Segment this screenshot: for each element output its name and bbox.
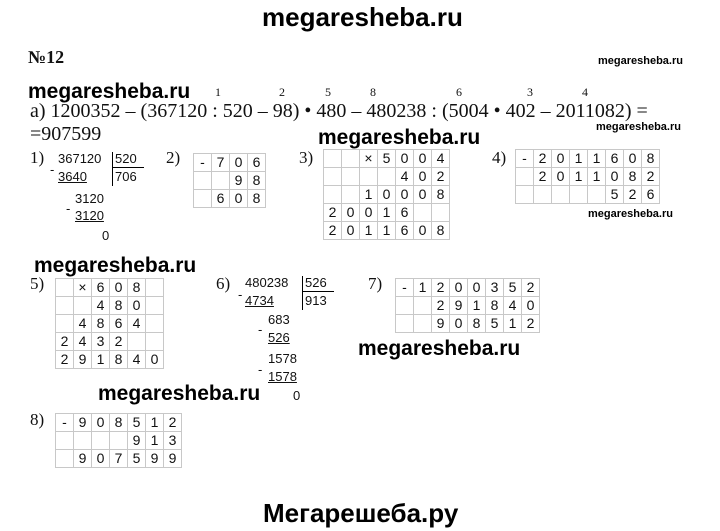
step-label: 7) [368,274,383,293]
subtrahend: 4734 [245,293,274,308]
mid-watermark: megaresheba.ru [318,126,481,149]
grid-cell [110,432,128,450]
minus-sign: - [66,201,71,216]
minus-sign: - [258,322,263,337]
grid-cell [396,315,414,333]
grid-cell: 1 [570,168,588,186]
order-number: 4 [582,85,588,99]
grid-cell: 4 [92,297,110,315]
grid-cell: 0 [396,186,414,204]
grid-row [194,172,266,190]
grid-cell: 0 [624,150,642,168]
grid-cell: 9 [128,432,146,450]
grid-cell [552,186,570,204]
grid-cell [146,315,164,333]
grid-cell: 2 [534,150,552,168]
grid-row [56,450,182,468]
grid-cell: 0 [450,279,468,297]
grid-cell: 2 [56,351,74,369]
grid-cell: 2 [324,204,342,222]
side-watermark: megaresheba.ru [588,208,673,220]
footer-watermark: Мегарешеба.ру [263,498,459,528]
grid-cell: 0 [342,204,360,222]
grid-cell: 1 [588,168,606,186]
grid-cell: 8 [468,315,486,333]
dividend: 480238 [245,275,289,290]
grid-cell [128,333,146,351]
step-label: 3) [299,148,314,167]
minus-sign: - [258,362,263,377]
grid-row [56,333,164,351]
grid-cell [342,168,360,186]
order-number: 8 [370,85,376,99]
grid-cell [212,172,230,190]
grid-cell: 6 [110,315,128,333]
grid-row [56,279,164,297]
grid-cell [56,315,74,333]
grid-cell: 0 [230,190,248,208]
grid-cell: 7 [212,154,230,172]
grid-cell [360,168,378,186]
grid-cell [516,168,534,186]
grid-cell: 8 [432,222,450,240]
grid-subtraction-2 [193,153,266,208]
step-label: 1) [30,148,45,167]
grid-cell [324,168,342,186]
grid-cell: 3 [486,279,504,297]
grid-row [396,315,540,333]
grid-cell: 0 [414,168,432,186]
grid-row [324,186,450,204]
grid-cell [74,432,92,450]
mid-watermark: megaresheba.ru [98,382,261,405]
grid-cell: 5 [128,414,146,432]
subtrahend: 3120 [75,208,104,223]
grid-cell: 8 [92,315,110,333]
grid-cell: 1 [146,432,164,450]
grid-cell: 0 [552,168,570,186]
grid-cell [74,297,92,315]
grid-row [516,186,660,204]
grid-subtraction-8 [55,413,182,468]
grid-cell [414,204,432,222]
grid-cell: 1 [92,351,110,369]
grid-cell: 0 [230,154,248,172]
remainder: 1578 [268,351,297,366]
grid-cell: 0 [606,168,624,186]
grid-cell: 9 [74,351,92,369]
grid-cell: 0 [360,204,378,222]
grid-cell: 5 [504,279,522,297]
quotient: 913 [305,293,327,308]
grid-row [324,168,450,186]
grid-cell: 1 [360,186,378,204]
grid-cell: 9 [432,315,450,333]
grid-cell: 2 [534,168,552,186]
grid-cell: 1 [414,279,432,297]
grid-cell: 2 [324,222,342,240]
grid-cell: - [56,414,74,432]
grid-row [324,222,450,240]
grid-cell: 4 [74,315,92,333]
grid-cell [534,186,552,204]
side-watermark: megaresheba.ru [598,55,683,67]
grid-cell: × [360,150,378,168]
grid-cell: 0 [378,186,396,204]
remainder: 3120 [75,191,104,206]
subtrahend: 526 [268,330,290,345]
grid-cell [56,432,74,450]
grid-cell: 2 [164,414,182,432]
grid-cell [56,297,74,315]
grid-cell: 9 [450,297,468,315]
grid-cell: 4 [396,168,414,186]
mid-watermark: megaresheba.ru [28,80,191,103]
grid-cell: 0 [414,186,432,204]
remainder-final: 0 [102,228,110,243]
step-label: 2) [166,148,181,167]
grid-cell: 1 [378,222,396,240]
grid-cell [194,172,212,190]
grid-cell: 0 [92,450,110,468]
minus-sign: - [50,162,55,177]
mid-watermark: megaresheba.ru [358,337,521,360]
grid-cell: 9 [74,450,92,468]
grid-cell: 6 [92,279,110,297]
grid-cell: 0 [450,315,468,333]
grid-row [194,190,266,208]
order-number: 5 [325,85,331,99]
grid-cell: 3 [92,333,110,351]
grid-cell: 2 [642,168,660,186]
divisor: 520 [115,151,137,166]
grid-cell: 8 [432,186,450,204]
grid-cell [432,204,450,222]
grid-cell [516,186,534,204]
order-number: 1 [215,85,221,99]
expression-line-2: =907599 [30,123,102,145]
grid-cell [414,297,432,315]
quotient: 706 [115,169,137,184]
grid-cell: 0 [128,297,146,315]
grid-cell [342,150,360,168]
grid-cell: 2 [624,186,642,204]
header-watermark: megaresheba.ru [262,2,463,32]
task-number: №12 [28,47,65,67]
grid-cell: 4 [74,333,92,351]
grid-cell: 1 [504,315,522,333]
step-label: 6) [216,274,231,293]
grid-cell [56,279,74,297]
grid-cell: 0 [414,222,432,240]
grid-cell [56,450,74,468]
grid-cell: 8 [624,168,642,186]
grid-subtraction-4 [515,149,660,204]
grid-cell: 2 [110,333,128,351]
grid-cell: 8 [248,190,266,208]
grid-cell: - [396,279,414,297]
grid-row [324,204,450,222]
grid-cell [588,186,606,204]
grid-cell: 2 [432,279,450,297]
grid-cell: 1 [570,150,588,168]
grid-row [56,297,164,315]
grid-cell: - [194,154,212,172]
grid-cell: 2 [522,279,540,297]
grid-multiplication-5 [55,278,164,369]
grid-cell: 1 [468,297,486,315]
grid-multiplication-3 [323,149,450,240]
grid-cell: 6 [642,186,660,204]
dividend: 367120 [58,151,102,166]
grid-row [56,432,182,450]
grid-cell: 8 [110,414,128,432]
grid-row [194,154,266,172]
grid-cell: 4 [504,297,522,315]
grid-cell: 0 [414,150,432,168]
grid-cell: 0 [146,351,164,369]
grid-cell [342,186,360,204]
grid-cell: 7 [110,450,128,468]
grid-cell: 1 [378,204,396,222]
order-number: 3 [527,85,533,99]
grid-cell: 8 [486,297,504,315]
grid-row [56,351,164,369]
grid-row [396,279,540,297]
step-label: 8) [30,410,45,429]
grid-cell: 3 [164,432,182,450]
grid-cell [146,297,164,315]
grid-cell: 2 [56,333,74,351]
grid-cell: 9 [74,414,92,432]
expression-line-1: а) 1200352 – (367120 : 520 – 98) • 480 – 480238 : (5004 • 402 – 2011082) = [30,100,648,122]
grid-cell: 5 [606,186,624,204]
divisor: 526 [305,275,327,290]
grid-cell: - [516,150,534,168]
order-number: 6 [456,85,462,99]
grid-cell: 1 [588,150,606,168]
grid-cell: 0 [110,279,128,297]
grid-cell: 1 [146,414,164,432]
grid-cell: 2 [522,315,540,333]
grid-cell: 9 [164,450,182,468]
grid-cell: 5 [486,315,504,333]
grid-cell [146,279,164,297]
grid-cell: 6 [606,150,624,168]
remainder-final: 0 [293,388,301,403]
grid-cell [194,190,212,208]
grid-cell: × [74,279,92,297]
grid-cell: 8 [128,279,146,297]
grid-cell [570,186,588,204]
grid-cell: 5 [378,150,396,168]
grid-cell [92,432,110,450]
subtrahend: 1578 [268,369,297,384]
grid-cell: 9 [230,172,248,190]
grid-cell: 4 [128,351,146,369]
step-label: 4) [492,148,507,167]
minus-sign: - [238,287,243,302]
grid-row [396,297,540,315]
grid-cell [414,315,432,333]
grid-subtraction-7 [395,278,540,333]
remainder: 683 [268,312,290,327]
grid-cell [378,168,396,186]
grid-row [56,315,164,333]
grid-cell: 0 [92,414,110,432]
grid-cell: 8 [110,351,128,369]
grid-cell: 0 [552,150,570,168]
grid-row [56,414,182,432]
grid-cell: 0 [396,150,414,168]
grid-cell: 6 [396,204,414,222]
grid-cell: 0 [522,297,540,315]
grid-cell: 4 [432,150,450,168]
side-watermark: megaresheba.ru [596,121,681,133]
grid-cell: 0 [468,279,486,297]
grid-cell: 6 [396,222,414,240]
grid-cell: 2 [432,168,450,186]
grid-cell: 9 [146,450,164,468]
grid-cell: 2 [432,297,450,315]
grid-row [324,150,450,168]
subtrahend: 3640 [58,169,87,184]
grid-cell: 4 [128,315,146,333]
mid-watermark: megaresheba.ru [34,254,197,277]
grid-cell: 8 [642,150,660,168]
grid-cell: 6 [212,190,230,208]
grid-cell [146,333,164,351]
grid-cell: 5 [128,450,146,468]
grid-cell [396,297,414,315]
grid-cell: 0 [342,222,360,240]
grid-cell: 8 [110,297,128,315]
grid-row [516,150,660,168]
grid-cell: 6 [248,154,266,172]
step-label: 5) [30,274,45,293]
grid-cell: 8 [248,172,266,190]
grid-cell [324,150,342,168]
grid-row [516,168,660,186]
order-number: 2 [279,85,285,99]
grid-cell: 1 [360,222,378,240]
grid-cell [324,186,342,204]
